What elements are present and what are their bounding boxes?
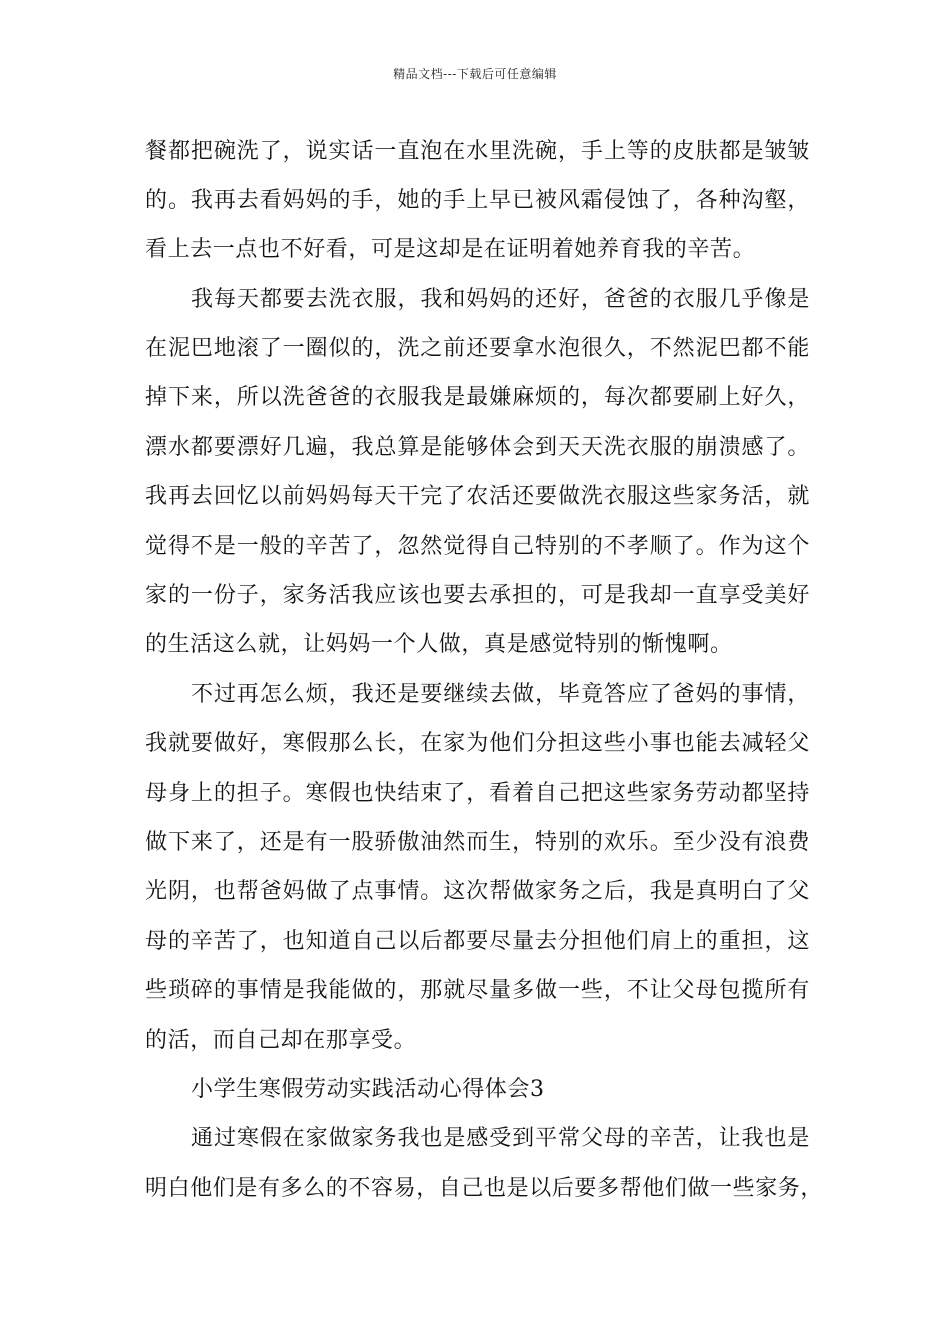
text-line: 通过寒假在家做家务我也是感受到平常父母的辛苦，让我也是 (191, 1126, 810, 1151)
text-line: 觉得不是一般的辛苦了，忽然觉得自己特别的不孝顺了。作为这个 (145, 534, 810, 559)
text-line: 母的辛苦了，也知道自己以后都要尽量去分担他们肩上的重担，这 (145, 929, 810, 954)
section-heading: 小学生寒假劳动实践活动心得体会3 (191, 1077, 545, 1102)
text-line: 明白他们是有多么的不容易，自己也是以后要多帮他们做一些家务， (145, 1176, 824, 1201)
text-line: 看上去一点也不好看，可是这却是在证明着她养育我的辛苦。 (145, 237, 756, 262)
text-line: 的生活这么就，让妈妈一个人做，真是感觉特别的惭愧啊。 (145, 632, 733, 657)
text-line: 我再去回忆以前妈妈每天干完了农活还要做洗衣服这些家务活，就 (145, 484, 810, 509)
text-line: 家的一份子，家务活我应该也要去承担的，可是我却一直享受美好 (145, 583, 810, 608)
text-line: 光阴，也帮爸妈做了点事情。这次帮做家务之后，我是真明白了父 (145, 879, 810, 904)
text-line: 些琐碎的事情是我能做的，那就尽量多做一些，不让父母包揽所有 (145, 978, 810, 1003)
text-line: 做下来了，还是有一股骄傲油然而生，特别的欢乐。至少没有浪费 (145, 830, 810, 855)
text-line: 掉下来，所以洗爸爸的衣服我是最嫌麻烦的，每次都要刷上好久， (145, 385, 810, 410)
text-line: 我就要做好，寒假那么长，在家为他们分担这些小事也能去减轻父 (145, 731, 810, 756)
text-line: 母身上的担子。寒假也快结束了，看着自己把这些家务劳动都坚持 (145, 781, 810, 806)
text-line: 在泥巴地滚了一圈似的，洗之前还要拿水泡很久，不然泥巴都不能 (145, 336, 810, 361)
page-header: 精品文档---下载后可任意编辑 (393, 67, 557, 81)
text-line: 餐都把碗洗了，说实话一直泡在水里洗碗，手上等的皮肤都是皱皱 (145, 139, 810, 164)
text-line: 我每天都要去洗衣服，我和妈妈的还好，爸爸的衣服几乎像是 (191, 287, 810, 312)
text-line: 漂水都要漂好几遍，我总算是能够体会到天天洗衣服的崩溃感了。 (145, 435, 810, 460)
text-line: 的。我再去看妈妈的手，她的手上早已被风霜侵蚀了，各种沟壑， (145, 188, 810, 213)
text-line: 的活，而自己却在那享受。 (145, 1028, 417, 1053)
text-line: 不过再怎么烦，我还是要继续去做，毕竟答应了爸妈的事情， (191, 682, 810, 707)
